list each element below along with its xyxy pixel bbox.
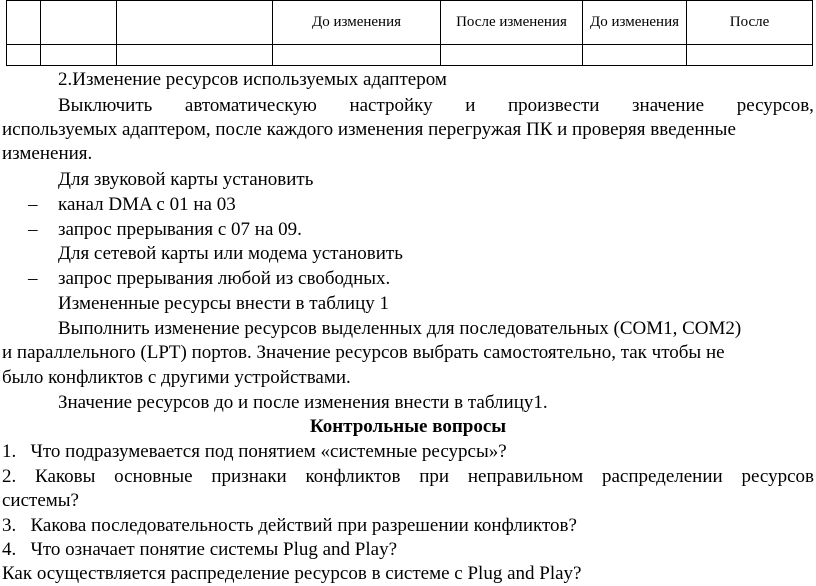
table-cell-after: После <box>687 1 813 45</box>
paragraph-line: Значение ресурсов до и после изменения внести в таблицу1. <box>58 392 548 413</box>
resources-table <box>6 0 813 66</box>
question-item: 1. Что подразумевается под понятием «системные ресурсы»? <box>2 441 507 462</box>
section-heading: 2.Изменение ресурсов используемых адаптером <box>58 69 447 90</box>
table-cell <box>441 45 583 66</box>
word: и <box>465 95 476 116</box>
word: значение <box>632 95 705 116</box>
word: настройку <box>349 95 433 116</box>
table-cell-before: До изменения <box>583 1 687 45</box>
table-cell <box>7 45 41 66</box>
word: основные <box>114 466 193 487</box>
dash-bullet: – <box>28 219 38 240</box>
paragraph-line: Для звуковой карты установить <box>58 169 314 190</box>
word: распределении <box>601 466 723 487</box>
word: Каковы <box>35 466 96 487</box>
word: признаки <box>211 466 287 487</box>
question-item <box>2 465 814 489</box>
question-item: Как осуществляется распределение ресурсов в системе с Plug and Play? <box>2 563 582 584</box>
word: конфликтов <box>305 466 401 487</box>
word: ресурсов <box>741 466 814 487</box>
table-cell <box>41 45 117 66</box>
table-cell-after: После изменения <box>441 1 583 45</box>
table-cell <box>7 1 41 45</box>
paragraph-line: и параллельного (LPT) портов. Значение ресурсов выбрать самостоятельно, так чтобы не <box>2 342 725 363</box>
paragraph-line: изменения. <box>2 143 93 164</box>
word: произвести <box>507 95 600 116</box>
word: ресурсов, <box>736 95 814 116</box>
question-item: 4. Что означает понятие системы Plug and Play? <box>2 539 398 560</box>
paragraph-line: Для сетевой карты или модема установить <box>58 243 403 264</box>
question-item-continued: системы? <box>2 490 79 511</box>
paragraph-line: Измененные ресурсы внести в таблицу 1 <box>58 293 389 314</box>
paragraph-line <box>58 94 814 118</box>
paragraph-line: Выполнить изменение ресурсов выделенных для последовательных (COM1, COM2) <box>58 318 742 339</box>
list-item-text: запрос прерывания любой из свободных. <box>58 268 391 289</box>
table-cell-before: До изменения <box>273 1 441 45</box>
table-cell <box>41 1 117 45</box>
question-item: 3. Какова последовательность действий при разрешении конфликтов? <box>2 515 577 536</box>
table-cell <box>583 45 687 66</box>
dash-bullet: – <box>28 194 38 215</box>
word: 2. <box>2 466 17 487</box>
table-cell <box>687 45 813 66</box>
word: Выключить <box>58 95 153 116</box>
questions-title: Контрольные вопросы <box>309 416 507 437</box>
table-cell <box>117 45 273 66</box>
dash-bullet: – <box>28 268 38 289</box>
table-cell <box>273 45 441 66</box>
list-item-text: канал DMA с 01 на 03 <box>58 194 236 215</box>
word: автоматическую <box>184 95 317 116</box>
paragraph-line: было конфликтов с другими устройствами. <box>2 367 351 388</box>
word: неправильном <box>467 466 584 487</box>
table-header-row <box>7 1 813 45</box>
word: при <box>419 466 450 487</box>
table-cell <box>117 1 273 45</box>
table-row <box>7 45 813 66</box>
list-item-text: запрос прерывания с 07 на 09. <box>58 219 302 240</box>
paragraph-line: используемых адаптером, после каждого изменения перегружая ПК и проверяя введенные <box>2 119 736 140</box>
